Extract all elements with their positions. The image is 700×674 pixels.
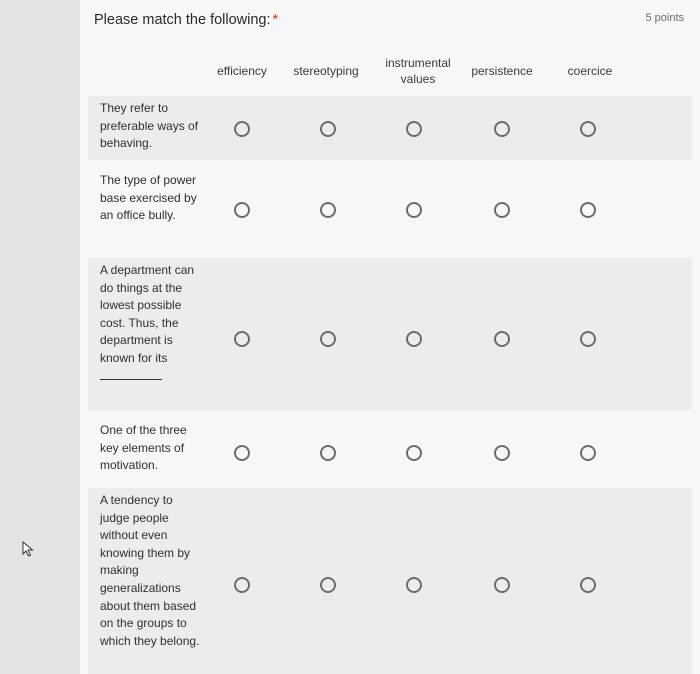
radio-coercice[interactable] [580,202,596,218]
radio-coercice[interactable] [580,577,596,593]
radio-instrumental-values[interactable] [406,445,422,461]
question-title [94,12,278,28]
radio-instrumental-values[interactable] [406,577,422,593]
radio-coercice[interactable] [580,331,596,347]
row-label: One of the three key elements of motivation. [100,423,187,473]
radio-stereotyping[interactable] [320,577,336,593]
radio-efficiency[interactable] [234,577,250,593]
row-label-text: A department can do things at the lowest possible cost. Thus, the department is known for its [100,263,195,365]
column-header-coercice: coercice [567,64,613,78]
radio-persistence[interactable] [494,331,510,347]
radio-stereotyping[interactable] [320,331,336,347]
points-label: 5 points [645,12,684,24]
radio-instrumental-values[interactable] [406,331,422,347]
row-label: A tendency to judge people without even knowing them by making generalizations about them based on the groups to which they belong. [100,493,200,648]
column-header-efficiency: efficiency [217,64,267,78]
radio-instrumental-values[interactable] [406,202,422,218]
radio-stereotyping[interactable] [320,202,336,218]
radio-instrumental-values[interactable] [406,121,422,137]
row-label [100,262,204,385]
grid-row [88,418,692,482]
radio-coercice[interactable] [580,445,596,461]
row-label: The type of power base exercised by an office bully. [100,173,197,223]
grid-row [88,258,692,410]
grid-row [88,488,692,674]
grid-row [88,96,692,160]
column-header-stereotyping: stereotyping [293,64,359,78]
radio-stereotyping[interactable] [320,121,336,137]
grid-row [88,168,692,252]
radio-efficiency[interactable] [234,445,250,461]
radio-coercice[interactable] [580,121,596,137]
question-card [80,0,700,674]
radio-persistence[interactable] [494,121,510,137]
question-title-text: Please match the following: [94,12,271,28]
radio-efficiency[interactable] [234,331,250,347]
mouse-pointer-icon [22,541,34,557]
column-header-persistence: persistence [471,64,533,78]
radio-persistence[interactable] [494,577,510,593]
row-label: They refer to preferable ways of behaving. [100,101,199,151]
radio-persistence[interactable] [494,445,510,461]
radio-efficiency[interactable] [234,121,250,137]
radio-stereotyping[interactable] [320,445,336,461]
answer-blank [100,379,162,380]
radio-persistence[interactable] [494,202,510,218]
required-asterisk: * [272,12,279,28]
left-margin [0,0,80,674]
radio-efficiency[interactable] [234,202,250,218]
column-header-instrumental-values: instrumental values [385,56,451,86]
